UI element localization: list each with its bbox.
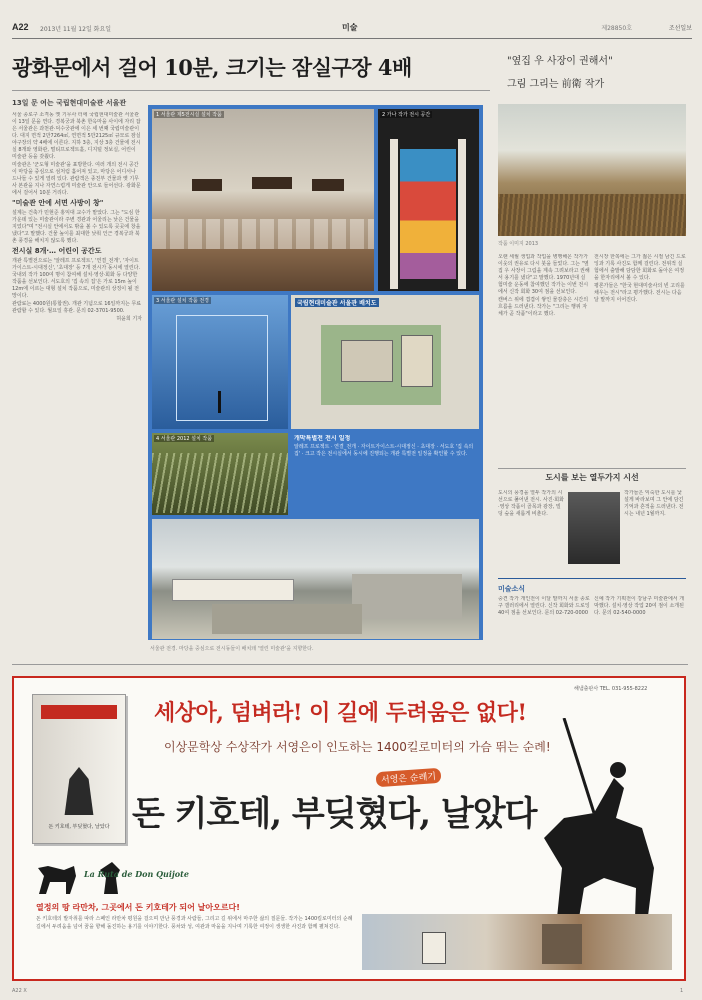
right-photo-caption: 작품 이미지 2013 bbox=[498, 241, 539, 247]
misc-news-label: 미술소식 bbox=[498, 585, 526, 593]
misc-news-2: 신예 작가 기획전이 강남구 미술관에서 개막했다. 설치·영상 작업 20여 점이 소개된다. 문의 02-540-0000 bbox=[594, 596, 685, 616]
headline-rule bbox=[12, 90, 490, 91]
column-text-right: 작가들은 익숙한 도시를 낯설게 바라보며 그 안에 담긴 기억과 흔적을 드러낸다. 전시는 내년 1월까지. bbox=[624, 490, 684, 517]
photo-caption-4: 4 서울관 2012 설치 작품 bbox=[156, 436, 213, 442]
exhibition-schedule-box: 개막특별전 전시 일정 알레프 프로젝트 · 연결_전개 · 자이트가이스트-시대정신 · 초대장 · 서도호 '집 속의 집' · 크고 작은 전시실에서 동시에 진행되는 개관 특별전 일정을 확인할 수 있다. bbox=[294, 435, 474, 457]
publisher-name: 해냄출판사 bbox=[574, 686, 599, 692]
photo-installation-hall bbox=[152, 109, 374, 291]
museum-site-map bbox=[291, 295, 479, 429]
side-heading-2: 전시실 8개·… 어린이 공간도 bbox=[12, 247, 102, 255]
issue-date: 2013년 11월 12일 화요일 bbox=[40, 26, 112, 33]
page-number: A22 bbox=[12, 22, 29, 32]
column-text-left: 도시의 풍경을 열두 작가의 시선으로 풀어낸 전시. 사진·회화·영상 작품이 골목과 광장, 빌딩 숲을 새롭게 비춘다. bbox=[498, 490, 564, 517]
photo-museum-exterior bbox=[152, 519, 479, 639]
article-body-column: 서울 종로구 소격동 옛 기무사 터에 국립현대미술관 서울관이 13일 문을 연다. 경복궁과 북촌 한옥마을 사이에 자리 잡은 서울관은 과천관·덕수궁관에 이은 세 번째 국립미술관이다. 대지 면적 2만7264㎡, 연면적 5만2125㎡ 규모로 잠실야구장의 약 4배에 이른다. 지하 3층, 지상 3층 건물에 전시실 8개와 영화관, 멀티프로젝트홀, 디지털 정보실, 어린이 미술관 등을 갖췄다. 미술관은 '군도형 미술관'을 표방한다. 여러 개의 전시 공간이 마당을 중심으로 섬처럼 흩어져 있고, 마당은 어디서나 드나들 수 있게 열려 있다. 관람객은 종친부 건물과 옛 기무사 본관을 지나 자연스럽게 미술관 안으로 들어선다. 광화문에서 걸어서 10분 거리다. "미술관 안에 서면 사방이 창" 설계는 건축가 민현준 홍익대 교수가 맡았다. 그는 "도심 한가운데 있는 미술관이라 주변 경관과 어울리는 낮은 건물을 지었다"며 "전시실 안에서도 밖을 볼 수 있도록 곳곳에 창을 냈다"고 말했다. 건물 높이를 최대한 낮춰 인근 경복궁과 북촌 풍경을 해치지 않도록 했다. 전시실 8개·… 어린이 공간도 개관 특별전으로는 '알레프 프로젝트', '연결_전개', '자이트가이스트-시대정신', '초대장' 등 7개 전시가 동시에 열린다. 국내외 작가 100여 명이 참여해 설치·영상·회화 등 다양한 작품을 선보인다. 서도호의 '집 속의 집'은 가로 15m 높이 12m에 이르는 대형 설치 작품으로, 미술관의 상징이 될 전망이다. 관람료는 4000원(통합권). 개관 기념으로 16일까지는 무료 관람할 수 있다. 월요일 휴관. 문의 02-3701-9500. 허윤희 기자 bbox=[12, 112, 142, 322]
footer-left: A22 X bbox=[12, 988, 27, 994]
right-headline-line2: 그림 그리는 前衛 작가 bbox=[507, 79, 605, 90]
publisher-info bbox=[574, 686, 669, 693]
book-title: 돈 키호테, 부딪혔다, 날았다 bbox=[132, 794, 537, 834]
column-heading: 도시를 보는 열두가지 시선 bbox=[545, 473, 639, 482]
photo-color-wall bbox=[378, 109, 479, 291]
photo-caption-1: 1 서울관 제5전시실 설치 작품 bbox=[156, 112, 222, 118]
right-body-column-2: 전시장 한쪽에는 그가 젊은 시절 남긴 드로잉과 기록 사진도 함께 걸린다. 전위적 실험에서 출발해 담담한 회화로 돌아온 여정을 한자리에서 볼 수 있다. 평론가들은 "한국 현대미술사의 빈 고리를 채우는 전시"라고 평가했다. 전시는 다음 달 말까지 이어진다. bbox=[594, 254, 686, 303]
map-title: 국립현대미술관 서울관 배치도 bbox=[297, 300, 377, 307]
photo-panel bbox=[148, 105, 483, 640]
book-cover bbox=[32, 694, 126, 844]
ad-body-text: 돈 키호테의 발자취를 따라 스페인 라만차 평원을 걸으며 만난 풍경과 사람들, 그리고 길 위에서 마주한 삶의 질문들. 작가는 1400킬로미터의 순례길에서 두려움을 넘어 꿈을 향해 돌진하는 용기를 이야기한다. 풍차와 성, 여관과 마을을 지나며 기록한 여정이 생생한 사진과 함께 펼쳐진다. bbox=[36, 916, 353, 930]
right-body-column-1: 오랜 세월 생업과 작업을 병행해온 작가가 이웃의 권유로 다시 붓을 들었다. 그는 "옆집 우 사장이 그림을 계속 그려보라고 권해서 용기를 냈다"고 말했다. 1970년대 실험미술 운동에 참여했던 작가는 이번 전시에서 신작 회화 30여 점을 선보인다. 캔버스 위에 겹겹이 쌓인 물감층은 시간의 흐름을 드러낸다. 작가는 "그리는 행위 자체가 곧 작품"이라고 했다. bbox=[498, 254, 590, 317]
footer-right: 1 bbox=[680, 988, 684, 994]
side-heading-1: "미술관 안에 서면 사방이 창" bbox=[12, 199, 104, 207]
section-name: 미술 bbox=[342, 23, 358, 32]
newspaper-name: 조선일보 bbox=[668, 25, 692, 32]
article-headline: 광화문에서 걸어 10분, 크기는 잠실구장 4배 bbox=[12, 55, 412, 80]
route-name: La Ruta de Don Quijote bbox=[84, 869, 189, 879]
column-photo bbox=[568, 492, 620, 564]
photo-caption-3: 3 서울관 설치 작품 전경 bbox=[156, 298, 210, 304]
article-byline: 허윤희 기자 bbox=[116, 316, 142, 322]
book-advertisement bbox=[12, 676, 686, 981]
photo-caption-2: 2 가나 작가 전시 공간 bbox=[382, 112, 431, 118]
bottom-photo-caption: 서울관 전경. 마당을 중심으로 전시동들이 배치돼 '열린 미술관'을 지향한다. bbox=[150, 646, 314, 652]
right-headline-line1: "옆집 우 사장이 권해서" bbox=[507, 56, 613, 67]
schedule-title: 개막특별전 전시 일정 bbox=[294, 435, 351, 442]
publisher-phone: TEL. 031-955-8222 bbox=[599, 686, 648, 692]
right-rule-1 bbox=[498, 468, 686, 469]
page-header bbox=[12, 18, 692, 39]
ad-photo-strip bbox=[362, 914, 672, 970]
misc-news-1: 중견 작가 개인전이 이달 말까지 서울 종로구 갤러리에서 열린다. 신작 회화와 드로잉 40여 점을 선보인다. 문의 02-720-0000 bbox=[498, 596, 590, 616]
right-photo-painting bbox=[498, 104, 686, 236]
ad-divider bbox=[12, 664, 688, 665]
right-rule-2 bbox=[498, 578, 686, 579]
article-subhead: 13일 문 여는 국립현대미술관 서울관 bbox=[12, 99, 127, 107]
ad-tagline: 이상문학상 수상작가 서영은이 인도하는 1400킬로미터의 가슴 뛰는 순례! bbox=[164, 740, 551, 754]
book-spine-title: 돈 키호테, 부딪혔다, 날았다 bbox=[48, 824, 110, 830]
edition-number: 제28850호 bbox=[601, 25, 632, 32]
ad-badge: 서영은 순례기 bbox=[376, 768, 442, 787]
ad-sub-heading: 열정의 땅 라만차, 그곳에서 돈 키호테가 되어 날아오르다! bbox=[36, 903, 240, 912]
ad-slogan: 세상아, 덤벼라! 이 길에 두려움은 없다! bbox=[154, 700, 527, 726]
photo-grass-installation bbox=[152, 433, 288, 515]
photo-blue-installation bbox=[152, 295, 288, 429]
